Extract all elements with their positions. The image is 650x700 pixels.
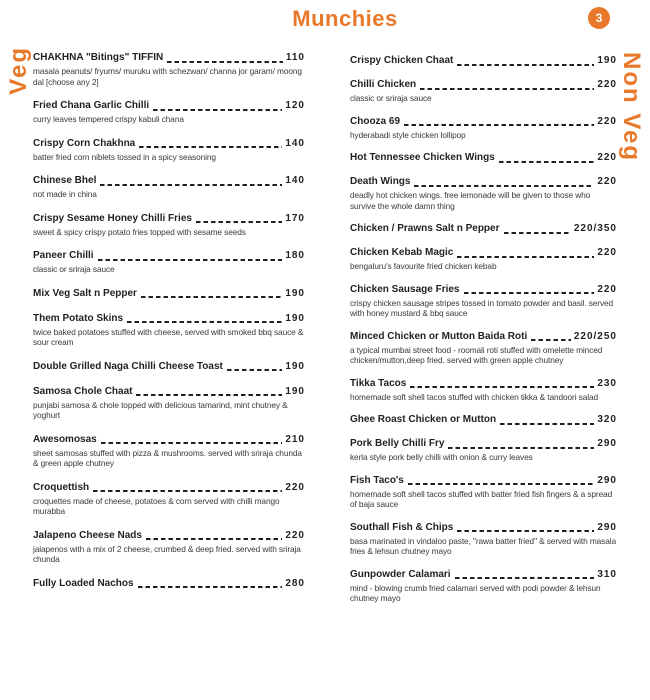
menu-item-row — [350, 331, 617, 343]
menu-item-row — [33, 386, 305, 398]
menu-item-description: classic or sriraja sauce — [350, 93, 432, 103]
menu-item — [33, 250, 305, 275]
menu-item-row — [33, 313, 305, 325]
menu-item — [350, 116, 617, 141]
menu-item — [350, 55, 617, 67]
price-leader — [504, 232, 571, 234]
menu-item-row — [350, 116, 617, 128]
menu-item-name: Crispy Sesame Honey Chilli Fries — [33, 212, 192, 224]
menu-item-description: mind - blowing crumb fried calamari served with podi powder & lehsun chutney mayo — [350, 582, 601, 603]
price-leader — [101, 442, 283, 444]
menu-item-price: 220 — [597, 283, 617, 295]
menu-item-name: Mix Veg Salt n Pepper — [33, 287, 137, 299]
menu-item-description: basa marinated in vindaloo paste, "rawa batter fried" & served with masala fries & lehsun chutney mayo — [350, 535, 616, 556]
menu-item-price: 220 — [285, 481, 305, 493]
menu-item — [350, 176, 617, 211]
menu-item-description: crispy chicken sausage stripes tossed in tomato powder and basil. served with honey mustard & bbq sauce — [350, 297, 614, 318]
menu-item — [33, 100, 305, 125]
menu-item-row — [33, 138, 305, 150]
menu-item-description: homemade soft shell tacos stuffed with batter fried fish fingers & a spread of baja sauce — [350, 488, 613, 509]
menu-item-price: 320 — [597, 414, 617, 425]
menu-item — [350, 569, 617, 604]
menu-item-name: Croquettish — [33, 481, 90, 493]
menu-item-description: punjabi samosa & chole topped with delicious tamarind, mint chutney & yoghurt — [33, 399, 288, 420]
menu-item-price: 190 — [285, 360, 305, 372]
menu-item-price: 140 — [285, 137, 305, 149]
menu-item-price: 190 — [285, 312, 305, 324]
menu-item-description: curry leaves tempered crispy kabuli chana — [33, 114, 184, 124]
menu-item-name: Fully Loaded Nachos — [33, 577, 134, 589]
menu-item-price: 180 — [285, 250, 305, 261]
menu-item-row — [33, 52, 305, 64]
menu-item-row — [350, 438, 617, 450]
menu-item — [350, 223, 617, 235]
price-leader — [93, 490, 282, 492]
menu-item-price: 170 — [285, 212, 305, 224]
menu-item-name: Death Wings — [350, 176, 411, 187]
price-leader — [414, 185, 594, 187]
price-leader — [457, 64, 594, 66]
price-leader — [500, 423, 594, 425]
page-title: Munchies — [292, 6, 398, 31]
price-leader — [464, 292, 595, 294]
menu-item — [350, 438, 617, 463]
menu-item-description: a typical mumbai street food - roomali roti stuffed with omelette minced chicken/mutton,deep fried. served with green apple chutney — [350, 344, 603, 365]
menu-item-price: 190 — [285, 385, 305, 397]
menu-item-name: Jalapeno Cheese Nads — [33, 529, 142, 541]
menu-item-price: 140 — [285, 175, 305, 186]
menu-item-name: Chilli Chicken — [350, 79, 417, 90]
menu-item-price: 290 — [597, 474, 617, 486]
menu-item-name: Chicken Kebab Magic — [350, 247, 454, 258]
veg-section-label: Veg — [5, 46, 32, 95]
menu-item — [350, 522, 617, 557]
menu-item-name: Awesomosas — [33, 433, 97, 445]
menu-item — [33, 213, 305, 238]
price-leader — [457, 530, 594, 532]
menu-item — [33, 175, 305, 200]
menu-item-row — [33, 361, 305, 373]
menu-item-row — [33, 213, 305, 225]
price-leader — [227, 369, 282, 371]
page-number-badge — [588, 7, 610, 29]
menu-item-name: Gunpowder Calamari — [350, 568, 451, 580]
menu-item — [33, 386, 305, 421]
page-number: 3 — [595, 11, 603, 25]
menu-item-row — [33, 578, 305, 590]
menu-item-name: Samosa Chole Chaat — [33, 385, 133, 397]
menu-item — [33, 530, 305, 565]
price-leader — [404, 124, 594, 126]
menu-item-name: Tikka Tacos — [350, 377, 407, 389]
menu-item — [33, 434, 305, 469]
price-leader — [410, 386, 594, 388]
menu-item-row — [350, 176, 617, 188]
menu-item-row — [33, 100, 305, 112]
menu-item-description: masala peanuts/ fryums/ muruku with schezwan/ channa jor garam/ moong dal [choose any 2] — [33, 66, 302, 87]
menu-item-row — [350, 55, 617, 67]
menu-item — [350, 247, 617, 272]
menu-item-price: 220 — [597, 152, 617, 163]
menu-item-description: twice baked potatoes stuffed with cheese, served with smoked bbq sauce & sour cream — [33, 326, 304, 347]
menu-item-price: 220 — [597, 79, 617, 90]
menu-item-description: sweet & spicy crispy potato fries topped with sesame seeds — [33, 226, 246, 237]
menu-item — [350, 152, 617, 164]
menu-item — [33, 288, 305, 300]
menu-item — [33, 52, 305, 87]
veg-column — [33, 52, 305, 603]
menu-item-name: Paneer Chilli — [33, 250, 94, 261]
menu-item-name: Ghee Roast Chicken or Mutton — [350, 414, 497, 425]
menu-item-name: Crispy Corn Chakhna — [33, 137, 136, 149]
menu-item-description: classic or sriraja sauce — [33, 264, 115, 274]
menu-item-name: Minced Chicken or Mutton Baida Roti — [350, 330, 528, 342]
menu-item — [350, 331, 617, 366]
menu-item — [33, 313, 305, 348]
menu-item-price: 290 — [597, 438, 617, 449]
price-leader — [448, 447, 594, 449]
menu-item-price: 230 — [597, 377, 617, 389]
menu-item-description: deadly hot chicken wings. free lemonade will be given to those who survive the whole damn thing — [350, 190, 591, 211]
menu-item-row — [350, 284, 617, 296]
menu-item-row — [350, 414, 617, 426]
price-leader — [196, 221, 282, 223]
menu-item-name: Double Grilled Naga Chilli Cheese Toast — [33, 360, 223, 372]
menu-item-row — [350, 79, 617, 91]
menu-item-description: sheet samosas stuffed with pizza & mushrooms. served with sriraja chunda & green apple chutney — [33, 447, 302, 468]
menu-item — [33, 578, 305, 590]
menu-item-price: 120 — [285, 100, 305, 111]
price-leader — [153, 109, 282, 111]
menu-item-description: hyderabadi style chicken lollipop — [350, 129, 466, 140]
menu-item-name: CHAKHNA "Bitings" TIFFIN — [33, 52, 164, 63]
menu-item — [33, 138, 305, 163]
menu-item-price: 110 — [285, 52, 305, 63]
menu-item-price: 220 — [597, 115, 617, 127]
menu-item-name: Chicken / Prawns Salt n Pepper — [350, 223, 500, 234]
price-leader — [499, 161, 595, 163]
menu-item-description: jalapenos with a mix of 2 cheese, crumbed & deep fried. served with sriraja chunda — [33, 543, 301, 564]
menu-item-price: 210 — [285, 433, 305, 445]
price-leader — [455, 577, 595, 579]
menu-item-name: Crispy Chicken Chaat — [350, 55, 454, 66]
menu-item-row — [350, 247, 617, 259]
menu-item-price: 190 — [285, 287, 305, 299]
price-leader — [138, 586, 283, 588]
menu-item-description: not made in china — [33, 189, 97, 199]
menu-item-row — [33, 434, 305, 446]
menu-item — [350, 475, 617, 510]
menu-item — [350, 378, 617, 403]
menu-item-description: batter fried corn niblets tossed in a spicy seasoning — [33, 151, 216, 162]
price-leader — [167, 61, 283, 63]
price-leader — [457, 256, 594, 258]
price-leader — [420, 88, 594, 90]
menu-item — [33, 482, 305, 517]
menu-item-name: Hot Tennessee Chicken Wings — [350, 152, 495, 163]
menu-item-description: kerla style pork belly chilli with onion & curry leaves — [350, 452, 533, 462]
price-leader — [531, 339, 571, 341]
menu-item-description: croquettes made of cheese, potatoes & corn served with chilli mango murabba — [33, 495, 280, 516]
price-leader — [141, 296, 282, 298]
menu-item-price: 290 — [597, 521, 617, 533]
price-leader — [127, 321, 282, 323]
menu-item-row — [33, 175, 305, 187]
menu-item — [33, 361, 305, 373]
nonveg-section-label: Non Veg — [618, 52, 645, 163]
menu-item — [350, 414, 617, 426]
menu-item-price: 220/250 — [573, 330, 617, 342]
price-leader — [136, 394, 282, 396]
menu-item-row — [33, 250, 305, 262]
menu-item-description: homemade soft shell tacos stuffed with chicken tikka & tandoori salad — [350, 391, 598, 402]
menu-item-name: Them Potato Skins — [33, 312, 124, 324]
menu-item-description: bengaluru's favourite fried chicken kebab — [350, 261, 497, 271]
price-leader — [139, 146, 282, 148]
menu-item-price: 190 — [597, 55, 617, 66]
menu-item-name: Fried Chana Garlic Chilli — [33, 100, 150, 111]
menu-item-row — [33, 288, 305, 300]
nonveg-column — [350, 55, 617, 616]
menu-item — [350, 284, 617, 319]
menu-item-row — [33, 482, 305, 494]
menu-item-row — [350, 152, 617, 164]
menu-item-row — [350, 522, 617, 534]
menu-item-price: 220 — [285, 529, 305, 541]
menu-item-name: Chinese Bhel — [33, 175, 97, 186]
menu-item-name: Pork Belly Chilli Fry — [350, 438, 445, 449]
menu-item-price: 220 — [597, 176, 617, 187]
menu-item-price: 280 — [285, 577, 305, 589]
menu-item-row — [350, 223, 617, 235]
price-leader — [146, 538, 282, 540]
menu-item-price: 220/350 — [573, 223, 617, 234]
menu-item-name: Chooza 69 — [350, 115, 401, 127]
menu-item-price: 310 — [597, 568, 617, 580]
menu-item-name: Fish Taco's — [350, 474, 404, 486]
menu-item — [350, 79, 617, 104]
menu-item-row — [350, 475, 617, 487]
menu-item-row — [350, 378, 617, 390]
menu-item-name: Southall Fish & Chips — [350, 521, 454, 533]
menu-item-price: 220 — [597, 247, 617, 258]
menu-item-row — [350, 569, 617, 581]
menu-item-row — [33, 530, 305, 542]
price-leader — [98, 259, 283, 261]
menu-item-name: Chicken Sausage Fries — [350, 283, 460, 295]
price-leader — [100, 184, 282, 186]
price-leader — [408, 483, 594, 485]
